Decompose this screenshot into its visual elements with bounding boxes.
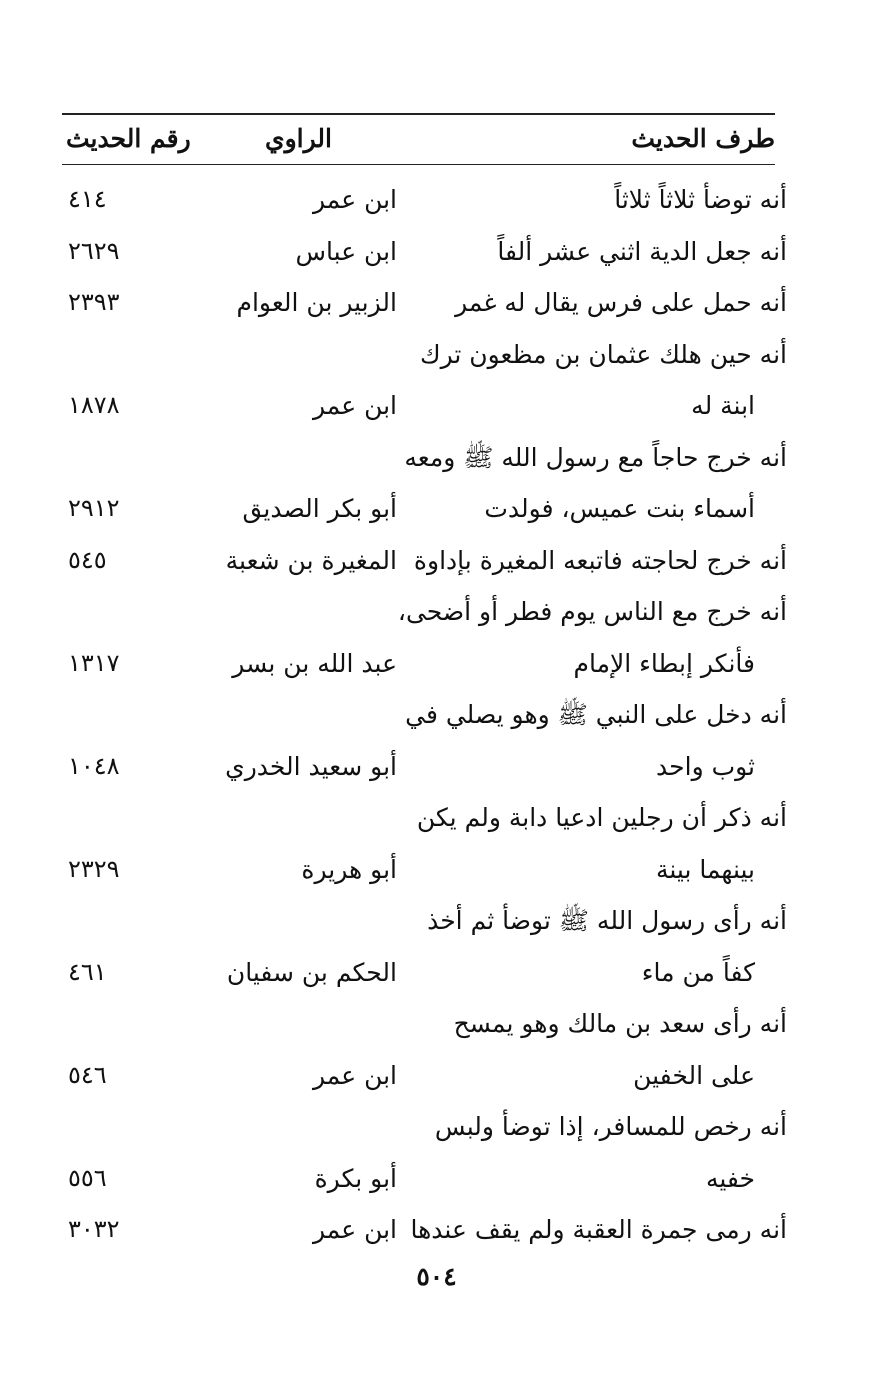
column-header-narrator: الراوي: [265, 124, 332, 153]
narrator-name: أبو سعيد الخدري: [225, 751, 397, 781]
table-row: [62, 792, 787, 895]
top-rule: [62, 113, 775, 115]
narrator-name: الحكم بن سفيان: [226, 957, 397, 987]
hadith-excerpt: [405, 689, 787, 792]
hadith-number: ١٨٧٨: [68, 391, 120, 419]
narrator-name: المغيرة بن شعبة: [225, 545, 397, 575]
hadith-excerpt: [417, 895, 787, 998]
table-row: [62, 998, 787, 1101]
hadith-continuation-line: على الخفين: [633, 1060, 755, 1090]
narrator-name: عبد الله بن بسر: [232, 648, 397, 678]
hadith-line: أنه خرج لحاجته فاتبعه المغيرة بإداوة: [413, 545, 787, 575]
hadith-continuation-line: كفاً من ماء: [641, 957, 755, 987]
hadith-number: ٥٤٥: [68, 545, 107, 574]
narrator-name: أبو هريرة: [301, 854, 397, 884]
column-header-number: رقم الحديث: [66, 124, 191, 153]
hadith-excerpt: [417, 329, 787, 432]
table-row: [62, 174, 787, 226]
hadith-continuation-line: بينهما بينة: [655, 854, 755, 884]
narrator-name: أبو بكرة: [314, 1163, 397, 1193]
table-row: [62, 895, 787, 998]
hadith-excerpt: [417, 792, 787, 895]
narrator-name: ابن عمر: [312, 185, 397, 214]
hadith-line: أنه رأى سعد بن مالك وهو يمسح: [453, 1009, 787, 1038]
hadith-excerpt: [410, 1204, 787, 1256]
hadith-number: ٢٩١٢: [68, 494, 120, 522]
hadith-index-table: [62, 174, 787, 1256]
hadith-line: أنه جعل الدية اثني عشر ألفاً: [497, 236, 787, 266]
hadith-number: ١٣١٧: [68, 648, 120, 677]
table-row: [62, 277, 787, 329]
table-row: [62, 1204, 787, 1256]
table-row: [62, 535, 787, 587]
narrator-name: ابن عمر: [312, 391, 397, 420]
hadith-continuation-line: أسماء بنت عميس، فولدت: [484, 494, 755, 523]
hadith-line: أنه رخص للمسافر، إذا توضأ ولبس: [434, 1112, 787, 1141]
narrator-name: ابن عمر: [312, 1060, 397, 1090]
hadith-number: ١٠٤٨: [68, 751, 120, 780]
hadith-line: أنه حين هلك عثمان بن مظعون ترك: [419, 339, 787, 369]
hadith-line: أنه رمى جمرة العقبة ولم يقف عندها: [410, 1215, 787, 1244]
hadith-number: ٣٠٣٢: [68, 1215, 120, 1243]
hadith-number: ٥٤٦: [68, 1060, 107, 1089]
hadith-line: أنه خرج مع الناس يوم فطر أو أضحى،: [397, 597, 787, 626]
hadith-excerpt: [413, 535, 787, 587]
narrator-name: ابن عباس: [295, 236, 397, 266]
hadith-number: ٢٣٢٩: [68, 854, 120, 883]
hadith-excerpt: [417, 998, 787, 1101]
narrator-name: الزبير بن العوام: [236, 288, 397, 317]
header-rule: [62, 164, 775, 165]
hadith-line: أنه حمل على فرس يقال له غمر: [455, 288, 787, 317]
hadith-number: ٤٦١: [68, 957, 107, 986]
hadith-excerpt: [417, 277, 787, 329]
hadith-continuation-line: ثوب واحد: [656, 751, 755, 781]
hadith-excerpt: [397, 586, 787, 689]
hadith-excerpt: [417, 226, 787, 278]
hadith-excerpt: [417, 1101, 787, 1204]
hadith-continuation-line: خفيه: [705, 1163, 755, 1193]
hadith-line: أنه توضأ ثلاثاً ثلاثاً: [614, 185, 787, 214]
hadith-excerpt: [404, 432, 787, 535]
table-row: [62, 329, 787, 432]
table-row: [62, 1101, 787, 1204]
hadith-number: ٢٣٩٣: [68, 288, 120, 316]
hadith-line: أنه خرج حاجاً مع رسول الله ﷺ ومعه: [404, 442, 787, 472]
hadith-line: أنه دخل على النبي ﷺ وهو يصلي في: [405, 700, 787, 729]
table-row: [62, 432, 787, 535]
narrator-name: أبو بكر الصديق: [242, 494, 397, 523]
table-row: [62, 689, 787, 792]
hadith-number: ٢٦٢٩: [68, 236, 120, 265]
table-row: [62, 226, 787, 278]
hadith-continuation-line: فأنكر إبطاء الإمام: [573, 648, 755, 678]
column-header-hadith: طرف الحديث: [631, 124, 775, 153]
hadith-continuation-line: ابنة له: [691, 391, 755, 420]
hadith-line: أنه رأى رسول الله ﷺ توضأ ثم أخذ: [427, 906, 787, 935]
table-row: [62, 586, 787, 689]
hadith-line: أنه ذكر أن رجلين ادعيا دابة ولم يكن: [416, 803, 787, 832]
narrator-name: ابن عمر: [312, 1215, 397, 1244]
hadith-excerpt: [417, 174, 787, 226]
hadith-number: ٥٥٦: [68, 1163, 107, 1192]
hadith-number: ٤١٤: [68, 185, 107, 213]
page-number: ٥٠٤: [416, 1262, 457, 1291]
